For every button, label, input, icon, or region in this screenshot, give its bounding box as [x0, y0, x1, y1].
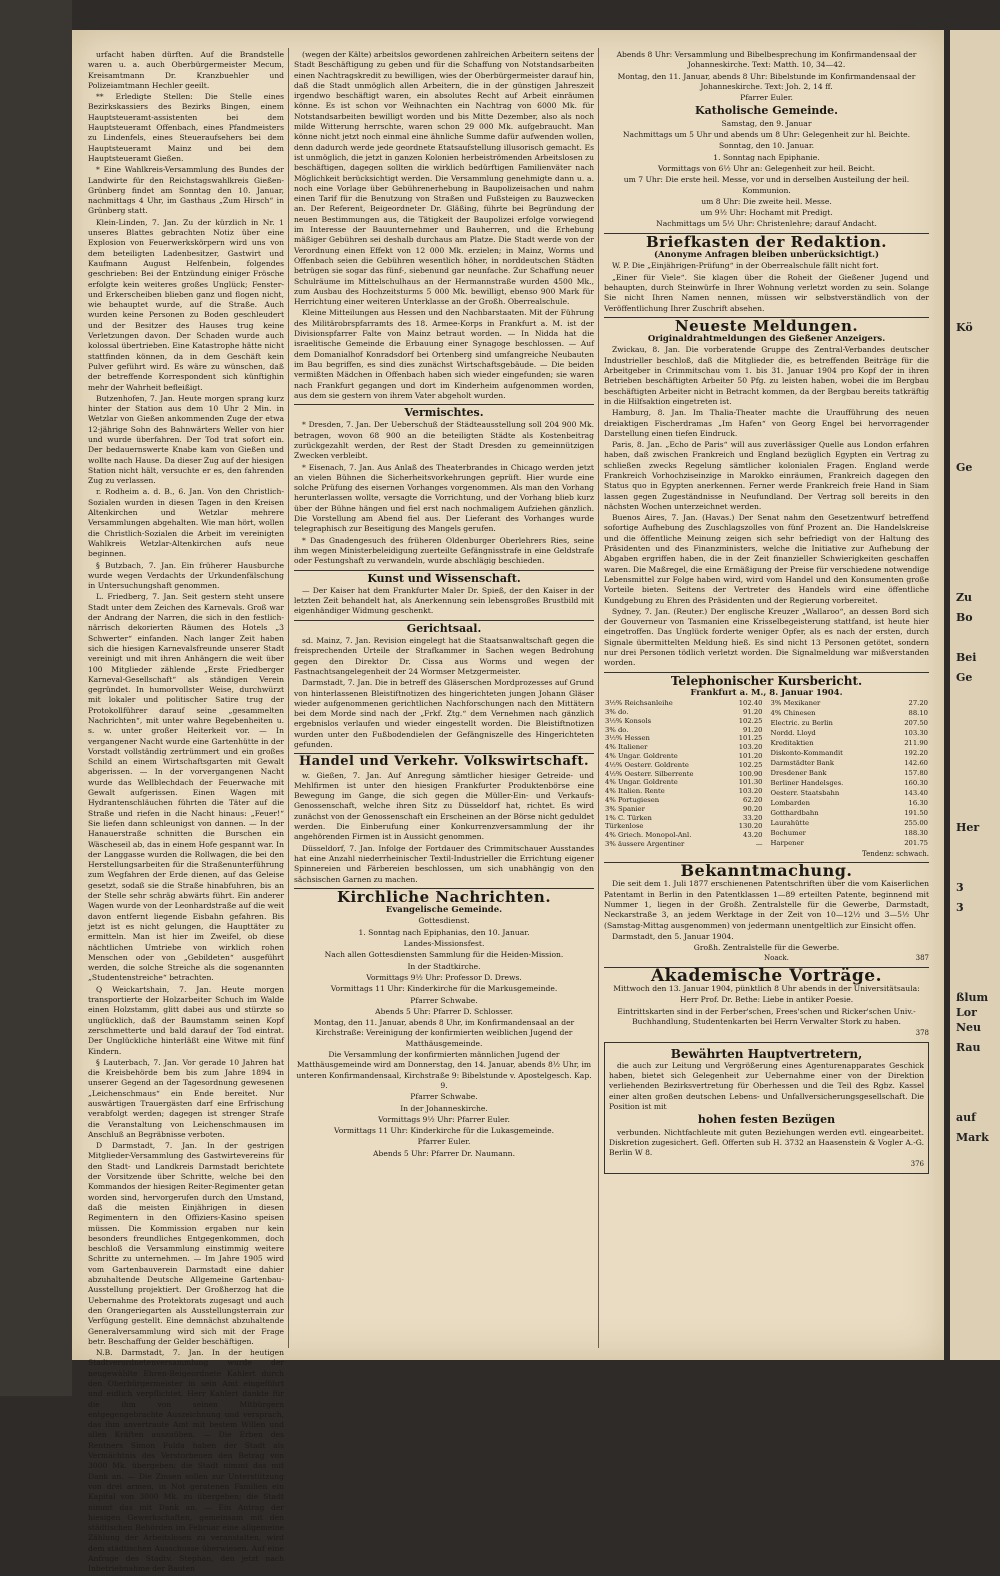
church-notice-line: In der Johanneskirche. [400, 1103, 488, 1113]
church-notice-line: um 8 Uhr: Die zweite heil. Messe. [701, 196, 832, 206]
rate-value: 101.30 [738, 778, 763, 787]
neueste-subheading: Originaldrahtmeldungen des Gießener Anzeigers. [647, 334, 886, 345]
rate-value: 102.25 [738, 716, 763, 725]
church-notice-line: 1. Sonntag nach Epiphanie. [713, 152, 820, 162]
article-paragraph: urfacht haben dürften. Auf die Brandstelle waren u. a. auch Oberbürgermeister Mecum, Kreisamtmann Dr. Kranzbuehler und Polizeiamtmann Hechler geeilt. [88, 50, 284, 90]
adjacent-page-fragment: Lor [956, 1006, 977, 1019]
rate-name: Nordd. Lloyd [770, 729, 816, 738]
rate-name: Oesterr. Staatsbahn [770, 788, 840, 797]
kursbericht-tendenz: Tendenz: schwach. [861, 849, 929, 858]
rate-row [770, 729, 930, 739]
church-notice-line: um 9½ Uhr: Hochamt mit Predigt. [700, 208, 833, 218]
rate-name: 4% Ungar. Goldrente [605, 778, 678, 787]
rate-value: 102.25 [738, 760, 763, 769]
church-notice-line: Montag, den 11. Januar, abends 8 Uhr, im Konfirmandensaal an der Kirchstraße: Vereinigung der konfirmierten weiblichen Jugend der Matthäusgemeinde. [313, 1018, 575, 1048]
rate-row [770, 739, 930, 749]
adjacent-page-fragment: 3 [956, 901, 964, 914]
lecture-line: Herr Prof. Dr. Bethe: Liebe in antiker Poesie. [679, 995, 854, 1005]
rate-value: 16.30 [908, 798, 928, 807]
rate-row [604, 787, 764, 796]
kursbericht-heading: Telephonischer Kursbericht. [670, 673, 863, 688]
bekanntmachung-signature: Großh. Zentralstelle für die Gewerbe. [693, 943, 840, 953]
rate-value: 88.10 [908, 709, 928, 718]
rate-row [770, 829, 930, 839]
article-paragraph: Butzenhofen, 7. Jan. Heute morgen sprang kurz hinter der Station aus dem 10 Uhr 2 Min. in Wetzlar von Gießen ankommenden Zuge der etwa 12-jährige Sohn des Bahnwärters Weller von hier und wurde überfahren. Der Tod trat sofort ein. Der bedauernswerte Knabe kam von Gießen und wollte nach Hause. Da dieser Zug auf der hiesigen Station nicht hält, versuchte er es, den fahrenden Zug zu verlassen. [88, 393, 284, 486]
rate-name: Lombarden [770, 798, 810, 807]
rate-value: 90.20 [743, 804, 763, 813]
rate-name: Darmstädter Bank [770, 759, 835, 768]
rates-table-left [604, 699, 764, 849]
church-notice-line: Die Versammlung der konfirmierten männlichen Jugend der Matthäusgemeinde wird am Donnerstag, den 14. Januar, abends 8½ Uhr, im unteren Konfirmandensaal, Kirchstraße 9: Bibelstunde v. Apostelgesch. Kap. 9. [296, 1050, 592, 1090]
rate-row [604, 743, 764, 752]
church-notice-line: Abends 5 Uhr: Pfarrer Dr. Naumann. [373, 1148, 515, 1158]
rate-row [770, 749, 930, 759]
article-paragraph: ** Erledigte Stellen: Die Stelle eines Bezirkskassiers des Bezirks Bingen, einem Hauptsteueramt-assistenten bei dem Hauptsteueramt Offenbach, eines Pfandmeisters zu Lindenfels, eines Steueraufsehers bei dem Hauptsteueramt Mainz und bei dem Hauptsteueramt Gießen. [88, 92, 284, 163]
rate-name: 4% Portugiesen [605, 795, 660, 804]
rate-name: 4% Chinesen [770, 709, 816, 718]
rate-name: 3½% Reichsanleihe [605, 699, 673, 708]
rate-row [770, 709, 930, 719]
ad-number: 378 [915, 1029, 929, 1038]
rate-value: 160.30 [904, 778, 928, 787]
rate-value: 43.20 [743, 831, 763, 840]
article-paragraph: sd. Mainz, 7. Jan. Revision eingelegt hat die Staatsanwaltschaft gegen die freisprechenden Urteile der Strafkammer in Sachen wegen Bedrohung gegen den Direktor Dr. Cissa aus Worms und wegen der Fastnachtsangelegenheit der 24 Wormser Metzgermeister. [294, 636, 594, 676]
adjacent-page-edge [950, 30, 1000, 1360]
article-paragraph: Buenos Aires, 7. Jan. (Havas.) Der Senat nahm den Gesetzentwurf betreffend sofortige Aufhebung des Zuschlagszolles von fünf Prozent an. Die Handelskreise und die öffentliche Meinung zeigen sich sehr befriedigt von der Haltung des Präsidenten und des Finanzministers, welche die Initiative zur Aufhebung der Abgaben ergriffen haben, die in der Zeit finanzieller Schwierigkeiten geschaffen waren. Die Maßregel, die eine Ermäßigung der Preise für verschiedene notwendige Lebensmittel zur Folge haben wird, wird vom Handel und den Konsumenten große Vorteile bieten. Seitens der Vertreter des Handels wird eine öffentliche Kundgebung zu Ehren des Präsidenten und der Regierung vorbereitet. [604, 513, 929, 605]
column-divider [288, 48, 289, 1348]
article-paragraph: w. Gießen, 7. Jan. Auf Anregung sämtlicher hiesiger Getreide- und Mehlfirmen ist unter den hiesigen Frankfurter Produktenbörse eine Bewegung im Gange, die sich gegen die Müller-Ein- und Verkaufs-Genossenschaft, welche ihren Sitz zu Düsseldorf hat, richtet. Es wird zunächst von der Genossenschaft ein Erscheinen an der Börse nicht geduldet werden. Die Einberufung einer Konkurrenzversammlung der ihr angehörenden Firmen ist in Aussicht genommen. [294, 770, 594, 842]
article-paragraph: Paris, 8. Jan. „Echo de Paris“ will aus zuverlässiger Quelle aus London erfahren haben, daß zwischen Frankreich und England bezüglich Egypten ein Vertrag zu schließen zwecks Regelung sämtlicher kolonialen Fragen. England werde Frankreich Vorhochziseinzige in Marokko einräumen, Frankreich dagegen den Status quo in Egypten anerkennen. Ferner werde Frankreich freie Hand in Siam lassen gegen Zugeständnisse in Neufundland. Der Vertrag soll bereits in den nächsten Wochen unterzeichnet werden. [604, 440, 929, 511]
rate-value: 33.20 [743, 813, 763, 822]
church-notice-line: Nachmittags um 5½ Uhr: Christenlehre; darauf Andacht. [656, 219, 877, 229]
bekanntmachung-heading: Bekanntmachung. [680, 861, 853, 881]
rate-name: Gotthardbahn [770, 808, 819, 817]
rate-name: Berliner Handelsges. [770, 778, 844, 787]
article-paragraph: Hamburg, 8. Jan. Im Thalia-Theater machte die Uraufführung des neuen dreiaktigen Fischerdramas „Im Hafen“ von Georg Engel bei hervorragender Darstellung einen tiefen Eindruck. [604, 408, 929, 438]
rate-row [604, 770, 764, 779]
column-1 [88, 50, 284, 1576]
section-rule [604, 672, 929, 673]
rate-name: Electric. zu Berlin [770, 719, 833, 728]
kursbericht-date: Frankfurt a. M., 8. Januar 1904. [690, 687, 843, 698]
article-paragraph: (wegen der Kälte) arbeitslos gewordenen zahlreichen Arbeitern seitens der Stadt Beschäftigung zu geben und für die Schaffung von Notstandsarbeiten einen Nachtragskredit zu bewilligen, wies der Oberbürgermeister darauf hin, daß die Stadt unmöglich allen Arbeitern, die in der günstigen Jahreszeit irgendwo beschäftigt waren, ein absolutes Recht auf Arbeit einräumen könne. Es ist schon vor Weihnachten ein Nachtrag von 6000 Mk. für Notstandsarbeiten bewilligt worden und bis Mitte Dezember, also als noch milde Witterung herrschte, waren schon 29 000 Mk. aufgebraucht. Man könne nicht jetzt noch einmal eine ähnliche Summe dafür aufwenden wollen, denn dadurch werde jede geordnete Etatsaufstellung illusorisch gemacht. Es ist unmöglich, die jetzt in ganzen Kolonien herbeiströmenden Arbeitslosen zu beschäftigen, dagegen sollten die wirklich bedürftigen Familienväter nach Möglichkeit berücksichtigt werden. Die Versammlung genehmigte dann u. a. noch eine Vorlage über Gebührenerhebung in Baupolizeisachen und nahm einen Tarif für die Benutzung von Straßen und Fußsteigen zu Bauzwecken an. Der Referent, Beigeordneter Dr. Gläßing, führte bei Begründung der neuen Bestimmungen aus, die Tätigkeit der Baupolizei erfolge vorwiegend im Interesse der Bauunternehmer und Bauherren, und die Erhebung mäßiger Gebühren sei deshalb durchaus am Platze. Die Stadt werde von der Verordnung einen Effekt von 12 000 Mk. erzielen; in Mainz, Worms und Offenbach seien die Gebühren wesentlich höher, in norddeutschen Städten betrügen sie sogar das fünf-, siebenund gar neunfache. Zur Schaffung neuer Schulräume im Mittelschulhaus an der Hermannstraße wurden 4500 Mk., zum Ausbau des Hochzeitsturms 5 000 Mk. bewilligt, ebenso 900 Mark für Herrichtung einer weiteren Unterklasse an der Großh. Oberrealschule. [294, 50, 594, 307]
rate-row [604, 734, 764, 743]
rate-name: 4½% Oesterr. Silberrente [605, 769, 694, 778]
handel-heading: Handel und Verkehr. Volkswirtschaft. [299, 754, 589, 770]
column-3 [604, 50, 929, 1177]
adjacent-page-fragment: Bo [956, 611, 973, 624]
rate-row [604, 778, 764, 787]
rate-value: 142.60 [904, 759, 928, 768]
church-notice-line: um 7 Uhr: Die erste heil. Messe, vor und in derselben Austeilung der heil. Kommunion. [623, 175, 910, 195]
rate-name: 3½% Hessen [605, 734, 650, 743]
church-notice-line: Gottesdienst. [418, 916, 470, 926]
church-notice-line: Sonntag, den 10. Januar. [718, 141, 815, 151]
rate-value: 211.90 [904, 739, 928, 748]
rates-table-right [770, 699, 930, 849]
neueste-heading: Neueste Meldungen. [674, 316, 859, 335]
article-paragraph: „Einer für Viele“. Sie klagen über die Roheit der Gießener Jugend und behaupten, durch Steinwürfe in Ihrer Wohnung verletzt worden zu sein. Solange Sie nicht Ihren Namen nennen, müssen wir selbstverständlich von der Veröffentlichung Ihrer Zuschrift absehen. [604, 272, 929, 313]
article-paragraph: * Das Gnadengesuch des früheren Oldenburger Oberlehrers Ries, seine ihm wegen Ministerbeleidigung zuerteilte Gefängnisstrafe in eine Geldstrafe oder Festungshaft zu verwandeln, wurde abschlägig beschieden. [294, 535, 594, 566]
church-notice-line: Nachmittags um 5 Uhr und abends um 8 Uhr: Gelegenheit zur hl. Beichte. [622, 130, 911, 140]
rate-name: 4% Ungar. Goldrente [605, 752, 678, 760]
kath-heading: Katholische Gemeinde. [695, 104, 838, 118]
rate-name: Türkenlose [605, 822, 644, 831]
article-paragraph: * Dresden, 7. Jan. Der Ueberschuß der Städteausstellung soll 204 900 Mk. betragen, wovon 68 900 an die beteiligten Städte als Kostenbeitrag zurückgezahlt werden, der Rest der Stadt Dresden zu gemeinnützigen Zwecken verbleibt. [294, 420, 594, 461]
kunst-heading: Kunst und Wissenschaft. [367, 571, 521, 585]
rate-row [770, 769, 930, 779]
kunst-text: — Der Kaiser hat dem Frankfurter Maler Dr. Spieß, der den Kaiser in der letzten Zeit behandelt hat, als Anerkennung sein lebensgroßes Brustbild mit eigenhändiger Widmung geschenkt. [294, 585, 594, 616]
rate-value: 101.20 [738, 752, 763, 760]
rate-row [604, 805, 764, 814]
briefkasten-heading: Briefkasten der Redaktion. [646, 232, 887, 251]
book-binding [0, 0, 72, 1396]
rate-row [770, 759, 930, 769]
rate-name: 3% do. [605, 725, 629, 734]
vermischtes-heading: Vermischtes. [404, 406, 484, 420]
rate-name: 3½% Konsols [605, 716, 652, 725]
rate-value: 201.75 [904, 838, 928, 847]
vertreter-ad [604, 1042, 929, 1174]
rate-value: 103.20 [738, 743, 763, 752]
rate-value: 157.80 [904, 769, 928, 777]
adjacent-page-fragment: Zu [956, 591, 973, 604]
church-notice-line: Pfarrer Schwabe. [410, 995, 478, 1005]
gericht-heading: Gerichtsaal. [406, 621, 482, 635]
adjacent-page-fragment: ßlum [956, 991, 989, 1004]
rate-row [604, 752, 764, 761]
church-notice-line: Montag, den 11. Januar, abends 8 Uhr: Bibelstunde im Konfirmandensaal der Johanneskirche. Text: Joh. 2, 14 ff. [617, 71, 916, 91]
church-notice-line: Pfarrer Schwabe. [410, 1092, 478, 1102]
adjacent-page-fragment: Bei [956, 651, 977, 664]
article-paragraph: Klein-Linden, 7. Jan. Zu der kürzlich in Nr. 1 unseres Blattes gebrachten Notiz über eine Explosion von Feuerwerkskörpern wird uns von dem beteiligten Ladenbesitzer, Gastwirt und Kaufmann August Helfenbein, folgendes geschrieben: Bei der Entzündung einiger Frösche erfolgte kein weiteres großes Unglück; Fenster- und Erkerscheiben blieben ganz und flogen nicht, wie behauptet wurde, auf die Straße. Auch wurden keine Personen zu Boden geschleudert und der Besitzer des Hauses trug keine Verletzungen davon. Der Schaden wurde auch kolossal übertrieben. Eine Katastrophe hätte nicht stattfinden können, da in dem Geschäft kein Pulver geführt wird. Es wäre zu wünschen, daß der betreffende Korrespondent sich künftighin mehr der Wahrheit befleißigt. [88, 217, 284, 392]
article-paragraph: Q Weickartshain, 7. Jan. Heute morgen transportierte der Holzarbeiter Schuch im Walde einen Holzstamm, glitt dabei aus und stürzte so unglücklich, daß der Baumstamm seinen Kopf zerschmetterte und bald darauf der Tod eintrat. Der Unglückliche hinterläßt eine Witwe mit fünf Kindern. [88, 984, 284, 1056]
rate-name: 4% Italien. Rente [605, 787, 665, 796]
rate-value: 100.90 [738, 769, 763, 778]
church-notice-line: Vormittags 9½ Uhr: Pfarrer Euler. [378, 1114, 510, 1124]
rate-value: 62.20 [743, 795, 763, 804]
rate-value: 188.30 [904, 828, 928, 837]
lecture-line: Eintrittskarten sind in der Ferber'schen, Frees'schen und Ricker'schen Univ.-Buchhandlung, Studentenkarten bei Herrn Verwalter Stork zu haben. [617, 1006, 916, 1026]
rate-name: 4% Italiener [605, 743, 648, 752]
lecture-line: Mittwoch den 13. Januar 1904, pünktlich 8 Uhr abends in der Universitätsaula: [613, 984, 920, 994]
rate-row [604, 717, 764, 726]
rate-value: 192.20 [904, 749, 928, 758]
section-rule [294, 404, 594, 405]
church-notice-line: Vormittags von 6½ Uhr an: Gelegenheit zur heil. Beicht. [657, 163, 876, 173]
section-rule [294, 620, 594, 621]
rate-row [604, 708, 764, 717]
rate-name: Harpener [770, 838, 804, 847]
church-notice-line: Abends 5 Uhr: Pfarrer D. Schlosser. [375, 1006, 513, 1016]
rate-value: — [755, 839, 763, 848]
adjacent-page-fragment: Kö [956, 321, 973, 334]
rate-value: 207.50 [904, 719, 928, 728]
article-paragraph: D Darmstadt, 7. Jan. In der gestrigen Mitglieder-Versammlung des Gastwirtevereins für den Stadt- und Landkreis Darmstadt berichtete der Vorsitzende über Schritte, welche bei den Kommandos der hiesigen Reiter-Regimenter getan worden sind, hervorgerufen durch den Umstand, daß die meisten Einjährigen in diesen Regimentern in den Offiziers-Kasino speisen müssen. Die Kommission ergaben nur kein besonders freundliches Entgegenkommen, doch beschloß die Versammlung einstimmig weitere Schritte zu unternehmen. — Im Jahre 1905 wird vom Gartenbauverein Darmstadt eine dahier abzuhaltende Deutsche Allgemeine Gartenbau-Ausstellung projektiert. Der Großherzog hat die Uebernahme des Protektorats zugesagt und auch den Orangeriegarten als Ausstellungsterrain zur Verfügung gestellt. Eine demnächst abzuhaltende Generalversammlung wird sich mit der Frage betr. Beschaffung der Gelder beschäftigen. [88, 1141, 284, 1346]
church-notice-line: Vormittags 11 Uhr: Kinderkirche für die Lukasgemeinde. [333, 1126, 555, 1136]
church-notice-line: Abends 8 Uhr: Versammlung und Bibelbesprechung im Konfirmandensaal der Johanneskirche. Text: Matth. 10, 34—42. [616, 50, 917, 70]
rate-value: 191.50 [904, 808, 928, 817]
rate-value: 91.20 [743, 708, 763, 717]
church-notice-line: 1. Sonntag nach Epiphanias, den 10. Januar. [358, 927, 530, 937]
column-divider [598, 48, 599, 1348]
article-paragraph: W. P. Die „Einjährigen-Prüfung“ in der Oberrealschule fällt nicht fort. [612, 261, 879, 271]
rate-value: 143.40 [904, 788, 928, 797]
article-paragraph: * Eine Wahlkreis-Versammlung des Bundes der Landwirte für den Reichstagswahlkreis Gießen-Grünberg findet am Sonntag den 10. Januar, nachmittags 4 Uhr, im Gasthaus „Zum Hirsch“ in Grünberg statt. [88, 165, 284, 216]
bekanntmachung-date: Darmstadt, den 5. Januar 1904. [612, 931, 734, 941]
bekanntmachung-text: Die seit dem 1. Juli 1877 erschienenen Patentschriften über die vom Kaiserlichen Patentamt in Berlin in den Patentklassen 1—89 erteilten Patente, beginnend mit Nummer 1, liegen in der Großh. Zentralstelle für die Gewerbe, Darmstadt, Neckarstraße 3, an jedem Werktage in der Zeit von 10—12½ und 3—5½ Uhr (Samstag-Mittag ausgenommen) von jedermann unentgeltlich zur Einsicht offen. [604, 879, 929, 930]
rate-row [770, 779, 930, 789]
church-notice-line: Landes-Missionsfest. [403, 939, 485, 949]
rate-row [770, 839, 930, 849]
rate-row [770, 819, 930, 829]
kursbericht-table [604, 699, 929, 849]
rate-name: 4½% Oesterr. Goldrente [605, 760, 689, 769]
rate-name: 3% do. [605, 708, 629, 717]
adjacent-page-fragment: auf [956, 1111, 976, 1124]
adjacent-page-fragment: 3 [956, 881, 964, 894]
church-notice-line: Vormittags 9½ Uhr: Professor D. Drews. [366, 972, 522, 982]
ad-number: 376 [910, 1160, 924, 1169]
article-paragraph: § Butzbach, 7. Jan. Ein früherer Hausburche wurde wegen Verdachts der Urkundenfälschung in Untersuchungshaft genommen. [88, 560, 284, 591]
akademische-heading: Akademische Vorträge. [650, 965, 883, 986]
rate-row [770, 719, 930, 729]
rate-value: 103.30 [904, 729, 928, 738]
rate-name: Diskonto-Kommandit [770, 749, 843, 758]
rate-value: 255.00 [904, 818, 928, 827]
rate-row [770, 799, 930, 809]
rate-value: 91.20 [743, 725, 763, 734]
adjacent-page-fragment: Neu [956, 1021, 982, 1034]
rate-value: 101.25 [738, 734, 763, 743]
rate-value: 103.20 [738, 787, 763, 796]
newspaper-page [72, 30, 944, 1574]
rate-row [770, 809, 930, 819]
vertreter-text: die auch zur Leitung und Vergrößerung eines Agenturenapparates Geschick haben, bietet sich Gelegenheit zur Uebernahme einer von der Direktion verliehenden Bezirksvertretung für Oberhessen und die Teil des Rgbz. Kassel einer alten großen deutschen Lebens- und Unfallversicherungsgesellschaft. Die Position ist mit [609, 1060, 924, 1111]
rate-row [770, 789, 930, 799]
rate-row [604, 840, 764, 849]
rate-row [770, 699, 930, 709]
rate-name: 4% Griech. Monopol-Anl. [605, 831, 692, 840]
rate-name: Bochumer [770, 828, 806, 837]
rate-name: 3% Spanier [605, 804, 645, 813]
rate-row [604, 761, 764, 770]
article-paragraph: * Eisenach, 7. Jan. Aus Anlaß des Theaterbrandes in Chicago werden jetzt an vielen Bühnen die Sicherheitsvorkehrungen geprüft. Hier wurde eine solche Prüfung des eisernen Vorhanges vorgenommen. Als man den Vorhang herunterlassen wollte, versagte die Vorrichtung, und der Vorhang blieb kurz über der Bühne hängen und fiel erst nach nochmaligem Aufziehen gänzlich. Die Vorstellung am Abend fiel aus. Der Lieferant des Vorhanges wurde telegraphisch zur Beseitigung des Mangels gerufen. [294, 462, 594, 534]
adjacent-page-fragment: Mark [956, 1131, 989, 1144]
church-notice-line: In der Stadtkirche. [407, 961, 481, 971]
article-paragraph: Darmstadt, 7. Jan. Die in betreff des Gläserschen Mordprozesses auf Grund von hinterlassenen Bleistiftnotizen des hingerichteten jungen Johann Gläser wieder aufgenommenen gerichtlichen Nachforschungen nach den Mittätern bei dem Morde sind nach der „Frkf. Ztg.“ dem Vernehmen nach gänzlich ergebnislos verlaufen und wieder eingestellt worden. Die Bleistiftnotizen wurden unter den Fußbodendielen der Gefängniszelle des Hingerichteten gefunden. [294, 678, 594, 749]
article-paragraph: r. Rodheim a. d. B., 6. Jan. Von den Christlich-Sozialen wurden in diesen Tagen in den Kreisen Altenkirchen und Wetzlar mehrere Versammlungen abgehalten. Wie man hört, wollen die Christlich-Sozialen die Arbeit im vereinigten Wahlkreis Wetzlar-Altenkirchen aufs neue beginnen. [88, 487, 284, 559]
article-paragraph: N.B. Darmstadt, 7. Jan. In der heutigen Stadtverordnetenversammlung wurde der neugewählte Ehren-Beigeordnete Kahlert durch den Oberbürgermeister in sein Amt eingeführt und eidlich verpflichtet. Herr Kahlert dankte für die ihm von seinen Mitbürgern entgegengebrachte Auszeichnung und versprach, das ihm anvertraute Amt mit bestem Willen und allen Kräften auszuüben. — Die Erben des Rentners Simon Fulda haben der Stadt als Vermächtnis des Verstorbenen den Betrag von 3000 Mk. übergeben; die Stadt nimmt das mit Dank an. — Die Zinsen sollen zur Unterstützung von drei armen, in Not geratenen Familien ein Kapital von 3000 Mk. zu übergeben; die Stadt nimmt das mit Dank an. — Ein Antrag der hiesigen Gewerkschaften, gemeinsam mit den städtischen Behörden im Februar eine allgemeine Zählung der Arbeitslosen zu veranstalten, wird dem städtischen Ausschusse überwiesen. Auf eine Anfrage des Stadtv. Stephan, den jetzt nach Inbetriebnahme der Bauten [88, 1348, 284, 1574]
rate-value: 27.20 [908, 699, 928, 708]
article-paragraph: Zwickau, 8. Jan. Die vorberatende Gruppe des Zentral-Verbandes deutscher Industrieller beschloß, daß die Mitglieder die, es betreffenden Beiträge für die Arbeitgeber in Crimmitschau vom 1. bis 31. Januar 1904 pro Kopf der in ihren Betrieben beschäftigten Arbeiter 50 Pfg. zu leisten haben, wobei die im Bergbau beschäftigten Arbeiter nicht in Betracht kommen, da der Bergbau bereits tatkräftig in die Hilfsaktion eingetreten ist. [604, 345, 929, 406]
column-2 [294, 50, 594, 1160]
adjacent-page-fragment: Rau [956, 1041, 981, 1054]
article-paragraph: L. Friedberg, 7. Jan. Seit gestern steht unsere Stadt unter dem Zeichen des Karnevals. Groß war der Andrang der Narren, die sich in den festlich-närrisch dekorierten Räumen des Hotels „3 Schwerter“ einfanden. Nach langer Zeit haben sich die hiesigen Karnevalsfreunde unserer Stadt vereinigt und mit ihren Anhängern die weit über 100 Mitglieder zählende „Erste Friedberger Karneval-Gesellschaft“ als ständigen Verein gegründet. In humorvollster Weise, durchwürzt mit lokaler und politischer Satire trug der Protokollführer darauf seine „gesammelten Nachrichten“, mit unter wahre Begebenheiten u. s. w. unter großer Heiterkeit vor. — In vergangener Nacht wurde eine Gartenhütte in der Vorstadt vollständig zertrümmert und ein großes Schild an einem Wirtschaftsgarten mit Gewalt abgerissen. — In der vorvergangenen Nacht wurde das Wellblechdach der Feuerwache mit Gewalt aufgerissen. Einen Wagen mit Hydrantenschläuchen führten die Täter auf die Straße und riefen in die Nacht hinaus: „Feuer!“ Sie liefen dann schleunigst von dannen. — In der Hanauerstraße schnitten die Burschen ein Wäscheseil ab, das in einem Hofe gespannt war. In der Langgasse wurden die Rollwagen, die bei den Herstellungsarbeiten für die Straßenunterführung zum Wegfahren der Erde dienen, auf das Geleise gesetzt, sodaß sie die Straße hinabfuhren, bis an der Stelle sehr schräg abwärts führt. Ein anderer Wagen wurde von der Leonhardstraße auf die weit davon entfernt liegende Eisbahn gefahren. Bis jetzt ist es nicht gelungen, die Haupttäter zu ermitteln. Man ist hier im Zweifel, ob diese nächtlichen Umtriebe von wirklich rohen Menschen oder von „Gebildeten“ ausgeführt werden, die solche Streiche als die sogenannten „Studentenstreiche“ betrachten. [88, 592, 284, 983]
article-paragraph: Sydney, 7. Jan. (Reuter.) Der englische Kreuzer „Wallaroo“, an dessen Bord sich der Gouverneur von Tasmanien eine Krisselbegeisterung stattfand, ist heute hier eingetroffen. Das Unglück forderte weniger Opfer, als es nach der ersten, durch Signale übermittelten Meldung hieß. Es sind nicht 13 Personen getötet, sondern nur drei Personen tödlich verletzt worden. Die Signalmeldung war mißverstanden worden. [604, 606, 929, 668]
article-paragraph: Kleine Mitteilungen aus Hessen und den Nachbarstaaten. Mit der Führung des Militärobrspfarramts des 18. Armee-Korps in Frankfurt a. M. ist der Divisionspfarrer Falte von Mainz betraut worden. — In Nidda hat die israelitische Gemeinde die Erbauung einer Synagoge beschlossen. — Auf dem Domanialhof Konradsdorf bei Ortenberg sind umfangreiche Neubauten im Bau begriffen, es sind dies zunächst Wirtschaftsgebäude. — Die beiden vermißten Mädchen in Offenbach haben sich wieder eingefunden; sie waren nach Frankfurt gegangen und dort im Kinderheim aufgenommen worden, aus dem sie gestern von ihrem Vater abgeholt wurden. [294, 308, 594, 400]
rate-value: 102.40 [738, 699, 763, 708]
adjacent-page-fragment: Ge [956, 461, 973, 474]
rate-name: 1% C. Türken [605, 813, 652, 822]
rate-row [604, 796, 764, 805]
article-paragraph: § Lauterbach, 7. Jan. Vor gerade 10 Jahren hat die Kreisbehörde bem bis zum Jahre 1894 in unserer Gegend an der Tagesordnung gewesenen „Leichenschmaus“ ein Ende bereitet. Nur auswärtigen Trauergästen darf eine Erfrischung verabfolgt werden; dagegen ist strenger Strafe die Veranstaltung von Leichenschmausen im Anschluß an Begräbnisse verboten. [88, 1057, 284, 1139]
adjacent-page-fragment: Ge [956, 671, 973, 684]
ad-number: 387 [915, 954, 929, 963]
rate-value: 130.20 [738, 822, 763, 831]
vertreter-heading: Bewährten Hauptvertretern, [670, 1046, 863, 1061]
rate-row [604, 726, 764, 735]
vertreter-end: verbunden. Nichtfachleute mit guten Beziehungen werden evtl. eingearbeitet. Diskretion zugesichert. Gefl. Offerten sub H. 3732 an Haasenstein & Vogler A.-G. Berlin W 8. [609, 1127, 924, 1158]
church-notice-line: Vormittags 11 Uhr: Kinderkirche für die Markusgemeinde. [330, 984, 558, 994]
rate-row [604, 814, 764, 823]
rate-row [604, 822, 764, 831]
briefkasten-subheading: (Anonyme Anfragen bleiben unberücksichtigt.) [654, 250, 879, 261]
church-notice-line: Samstag, den 9. Januar [721, 118, 812, 128]
rate-name: Kreditaktien [770, 739, 814, 748]
kirche-heading: Kirchliche Nachrichten. [336, 887, 552, 906]
rate-row [604, 831, 764, 840]
rate-name: Laurahütte [770, 818, 809, 827]
church-notice-line: Pfarrer Euler. [417, 1137, 471, 1147]
rate-row [604, 699, 764, 708]
adjacent-page-fragment: Her [956, 821, 980, 834]
article-paragraph: Düsseldorf, 7. Jan. Infolge der Fortdauer des Crimmitschauer Ausstandes hat eine Anzahl niederrheinischer Textil-Industrieller die Errichtung eigener Spinnereien und Färbereien beschlossen, um sich unabhängig von den sächsischen Garnen zu machen. [294, 843, 594, 884]
section-rule [294, 570, 594, 571]
church-notice-line: Nach allen Gottesdiensten Sammlung für die Heiden-Mission. [324, 950, 564, 960]
bekanntmachung-name: Noack. [764, 954, 789, 963]
church-notice-line: Pfarrer Euler. [740, 93, 793, 103]
rate-name: 3% Mexikaner [770, 699, 821, 708]
kirche-subheading: Evangelische Gemeinde. [385, 905, 503, 916]
rate-name: 3% äussere Argentiner [605, 839, 685, 848]
rate-name: Dresdener Bank [770, 769, 827, 777]
vertreter-highlight: hohen festen Bezügen [697, 1113, 836, 1127]
